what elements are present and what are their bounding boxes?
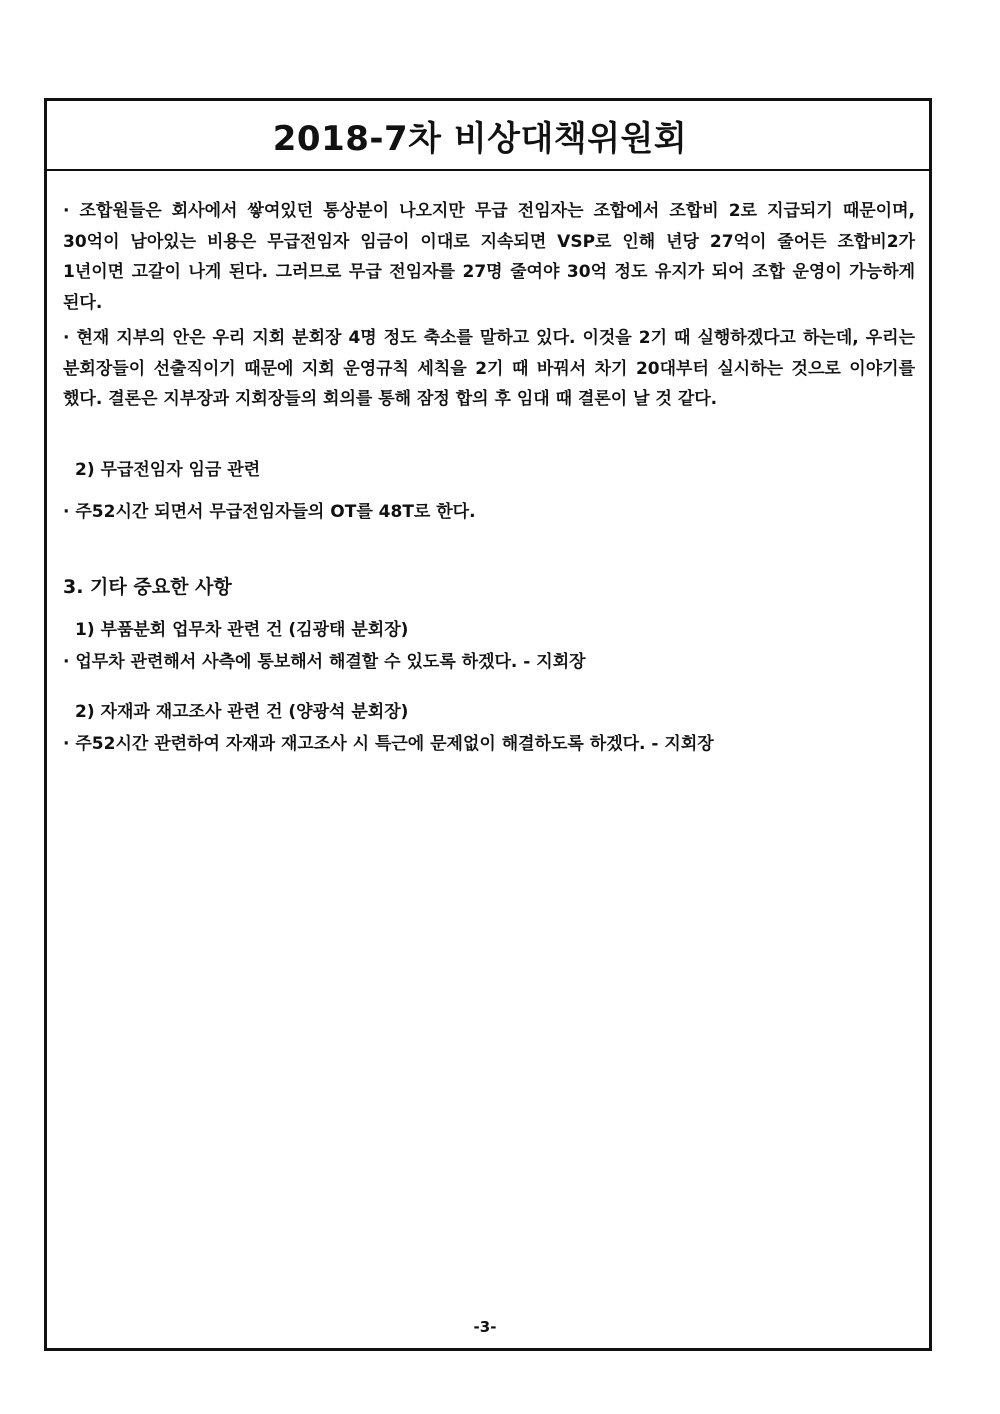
wage-bullet: · 주52시간 되면서 무급전임자들의 OT를 48T로 한다. [63,501,476,522]
page-number: -3- [473,1318,497,1336]
section3-heading: 3. 기타 중요한 사항 [63,575,232,598]
paragraph-union-fees: · 조합원들은 회사에서 쌓여있던 통상분이 나오지만 무급 전임자는 조합에서 조합비 2로 지급되기 때문이며, 30억이 남아있는 비용은 무급전임자 임금이 이대로 지속되면 VSP로 인해 년당 27억이 줄어든 조합비2가 1년이면 고갈이 나게 된다. 그러므로 무급 전임자를 27명 줄여야 30억 정도 유지가 되어 조합 운영이 가능하게 된다. [63,201,915,313]
document-title: 2018-7차 비상대책위원회 [272,118,688,159]
content-body [63,196,915,758]
paragraph-branch-reduction: · 현재 지부의 안은 우리 지회 분회장 4명 정도 축소를 말하고 있다. 이것을 2기 때 실행하겠다고 하는데, 우리는 분회장들이 선출직이기 때문에 지회 운영규칙 세칙을 2기 때 바꿔서 차기 20대부터 실시하는 것으로 이야기를 했다. 결론은 지부장과 지회장들의 회의를 통해 잠정 합의 후 임대 때 결론이 날 것 같다. [63,328,915,409]
item2-bullet: · 주52시간 관련하여 자재과 재고조사 시 특근에 문제없이 해결하도록 하겠다. - 지회장 [63,733,714,754]
item1-heading: 1) 부품분회 업무차 관련 건 (김광태 분회장) [75,619,409,640]
item2-heading: 2) 자재과 재고조사 관련 건 (양광석 분회장) [75,701,409,722]
item1-bullet: · 업무차 관련해서 사측에 통보해서 해결할 수 있도록 하겠다. - 지회장 [63,651,586,672]
page-frame [44,98,932,1351]
title-bar [47,101,929,171]
wage-heading: 2) 무급전임자 임금 관련 [75,459,261,480]
